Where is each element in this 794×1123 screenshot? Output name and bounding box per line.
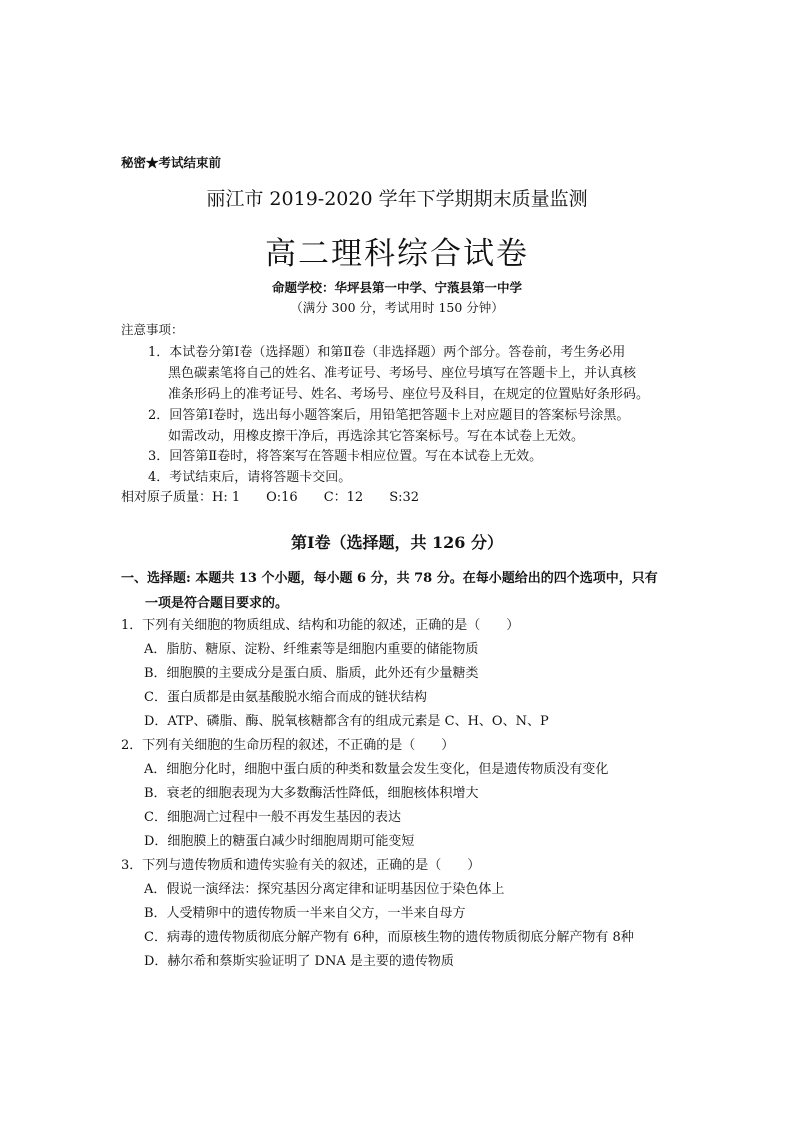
note-item-2: 2．回答第Ⅰ卷时，选出每小题答案后，用铅笔把答题卡上对应题目的答案标号涂黑。 — [148, 408, 630, 423]
exam-subtitle: 丽江市 2019-2020 学年下学期期末质量监测 — [206, 188, 588, 210]
question-option: C．细胞凋亡过程中一般不再发生基因的表达 — [144, 810, 401, 825]
question-stem: 2．下列有关细胞的生命历程的叙述，不正确的是（ ） — [121, 738, 455, 753]
note-item-1: 1．本试卷分第Ⅰ卷（选择题）和第Ⅱ卷（非选择题）两个部分。答卷前，考生务必用 — [148, 345, 626, 360]
question-option: A．假说一演绎法：探究基因分离定律和证明基因位于染色体上 — [144, 882, 505, 897]
part-instruction-cont: 一项是符合题目要求的。 — [145, 596, 289, 611]
note-item-1-cont: 准条形码上的准考证号、姓名、考场号、座位号及科目，在规定的位置贴好条形码。 — [168, 387, 650, 402]
score-time-info: （满分 300 分，考试用时 150 分钟） — [290, 300, 504, 315]
question-option: B．人受精卵中的遗传物质一半来自父方，一半来自母方 — [144, 906, 466, 921]
confidential-label: 秘密★考试结束前 — [121, 155, 222, 170]
question-option: A．细胞分化时，细胞中蛋白质的种类和数量会发生变化，但是遗传物质没有变化 — [144, 762, 609, 777]
note-item-2-cont: 如需改动，用橡皮擦干净后，再选涂其它答案标号。写在本试卷上无效。 — [168, 429, 585, 444]
part-instruction: 一、选择题: 本题共 13 个小题，每小题 6 分，共 78 分。在每小题给出的四个选项中，只有 — [121, 571, 658, 586]
notes-heading: 注意事项： — [121, 322, 184, 337]
question-option: D．赫尔希和蔡斯实验证明了 DNA 是主要的遗传物质 — [144, 954, 454, 969]
setting-schools: 命题学校：华坪县第一中学、宁蒗县第一中学 — [271, 280, 522, 295]
question-option: A．脂肪、糖原、淀粉、纤维素等是细胞内重要的储能物质 — [144, 642, 479, 657]
question-option: D．细胞膜上的糖蛋白减少时细胞周期可能变短 — [144, 834, 415, 849]
section-title: 第Ⅰ卷（选择题，共 126 分） — [290, 533, 504, 552]
question-option: C．病毒的遗传物质彻底分解产物有 6种，而原核生物的遗传物质彻底分解产物有 8种 — [144, 930, 634, 945]
question-option: C．蛋白质都是由氨基酸脱水缩合而成的链状结构 — [144, 690, 427, 705]
note-item-1-cont: 黑色碳素笔将自己的姓名、准考证号、考场号、座位号填写在答题卡上，并认真核 — [168, 366, 637, 381]
question-option: B．衰老的细胞表现为大多数酶活性降低，细胞核体积增大 — [144, 786, 479, 801]
note-item-4: 4．考试结束后，请将答题卡交回。 — [148, 470, 352, 485]
atomic-mass-line: 相对原子质量：H: 1 O:16 C：12 S:32 — [121, 490, 420, 505]
note-item-3: 3．回答第Ⅱ卷时，将答案写在答题卡相应位置。写在本试卷上无效。 — [148, 449, 543, 464]
question-stem: 3．下列与遗传物质和遗传实验有关的叙述，正确的是（ ） — [121, 858, 481, 873]
question-stem: 1．下列有关细胞的物质组成、结构和功能的叙述，正确的是（ ） — [121, 618, 520, 633]
exam-title: 高二理科综合试卷 — [265, 236, 529, 272]
question-option: B．细胞膜的主要成分是蛋白质、脂质，此外还有少量糖类 — [144, 666, 479, 681]
question-option: D．ATP、磷脂、酶、脱氧核糖都含有的组成元素是 C、H、O、N、P — [144, 714, 549, 729]
